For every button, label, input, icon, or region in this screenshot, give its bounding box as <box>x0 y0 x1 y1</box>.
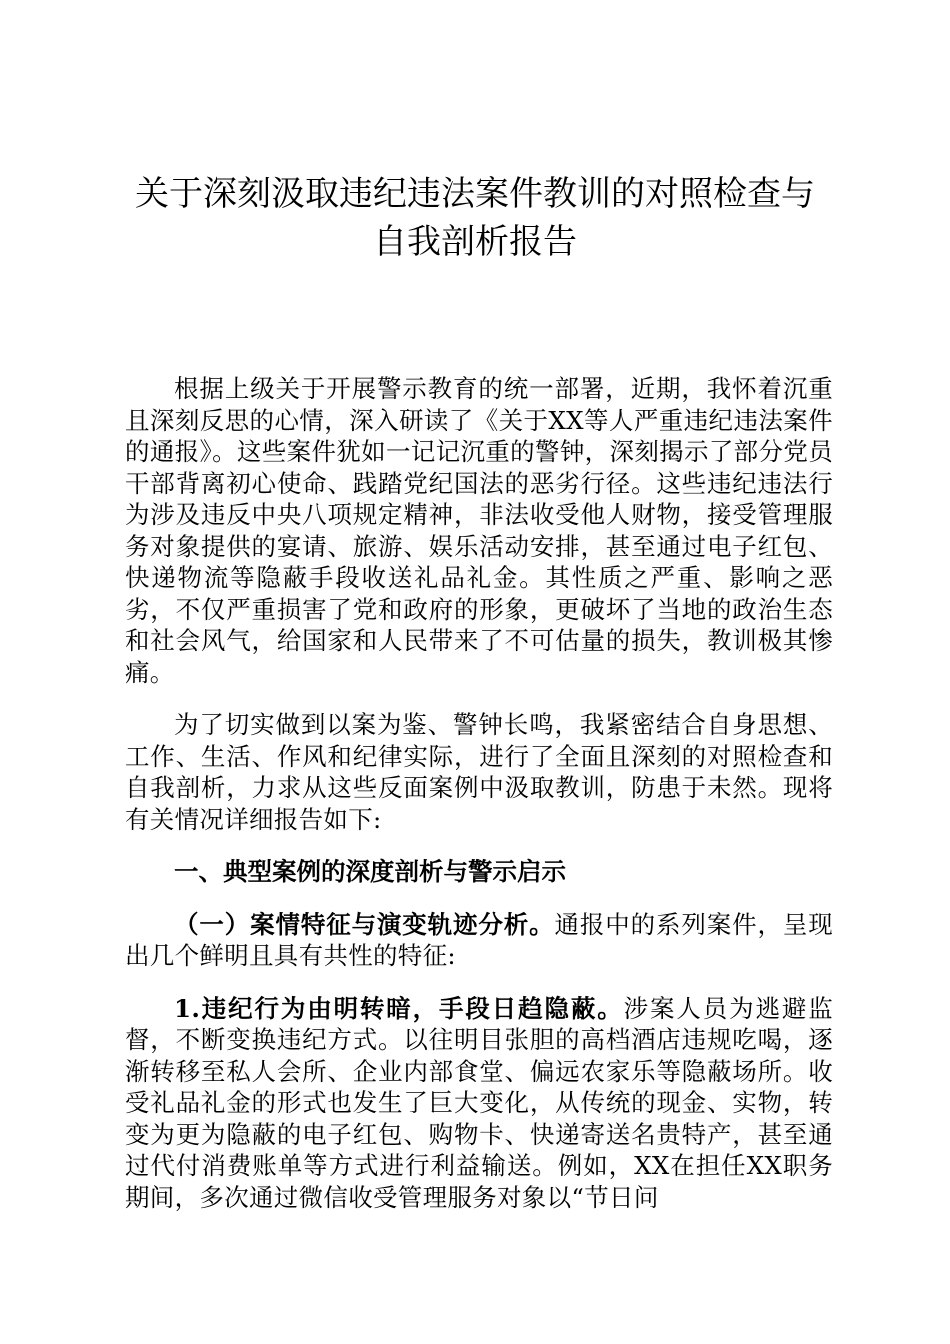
section-heading-1: 一、典型案例的深度剖析与警示启示 <box>174 857 566 886</box>
point-heading-1: 1.违纪行为由明转暗，手段日趋隐蔽。 <box>174 993 624 1023</box>
point-paragraph-1 <box>125 993 833 1214</box>
intro-paragraph: 根据上级关于开展警示教育的统一部署，近期，我怀着沉重且深刻反思的心情，深入研读了《关于XX等人严重违纪违法案件的通报》。这些案件犹如一记记沉重的警钟，深刻揭示了部分党员干部背离初心使命、践踏党纪国法的恶劣行径。这些违纪违法行为涉及违反中央八项规定精神，非法收受他人财物，接受管理服务对象提供的宴请、旅游、娱乐活动安排，甚至通过电子红包、快递物流等隐蔽手段收送礼品礼金。其性质之严重、影响之恶劣，不仅严重损害了党和政府的形象，更破坏了当地的政治生态和社会风气，给国家和人民带来了不可估量的损失，教训极其惨痛。 <box>125 374 833 687</box>
document-title <box>110 170 840 266</box>
title-line-1: 关于深刻汲取违纪违法案件教训的对照检查与 <box>135 174 815 214</box>
subsection-text-1: 通报中的系列案件，呈现出几个鲜明且具有共性的特征: <box>125 909 833 970</box>
document-body <box>125 373 833 1234</box>
subsection-paragraph-1 <box>125 909 833 972</box>
subsection-heading-1: （一）案情特征与演变轨迹分析。 <box>174 909 555 939</box>
point-text-1: 涉案人员为逃避监督，不断变换违纪方式。以往明目张胆的高档酒店违规吃喝，逐渐转移至私人会所、企业内部食堂、偏远农家乐等隐蔽场所。收受礼品礼金的形式也发生了巨大变化，从传统的现金、实物，转变为更为隐蔽的电子红包、购物卡、快递寄送名贵特产，甚至通过代付消费账单等方式进行利益输送。例如，XX在担任XX职务期间，多次通过微信收受管理服务对象以“节日问 <box>125 993 833 1212</box>
title-line-2: 自我剖析报告 <box>373 222 577 262</box>
purpose-paragraph: 为了切实做到以案为鉴、警钟长鸣，我紧密结合自身思想、工作、生活、作风和纪律实际，进行了全面且深刻的对照检查和自我剖析，力求从这些反面案例中汲取教训，防患于未然。现将有关情况详细报告如下: <box>125 710 833 834</box>
